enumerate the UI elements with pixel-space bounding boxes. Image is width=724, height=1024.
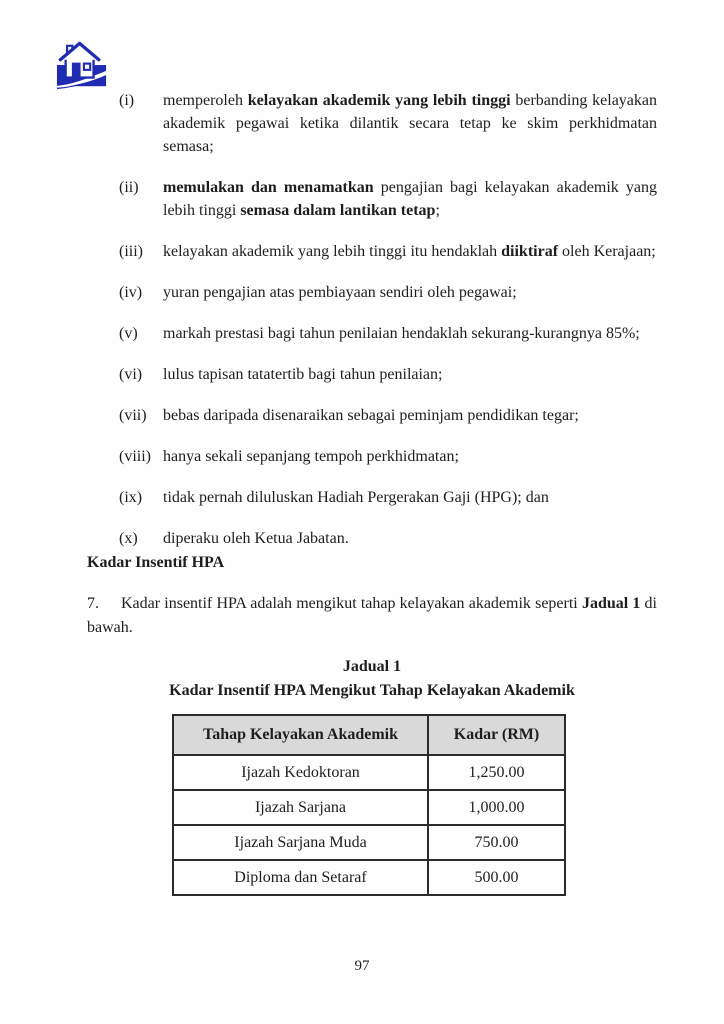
paragraph-number: 7. — [87, 595, 99, 612]
page-number: 97 — [354, 958, 370, 974]
table-cell-level: Ijazah Sarjana Muda — [173, 825, 428, 860]
table-header-rate: Kadar (RM) — [428, 715, 565, 755]
incentive-table — [172, 714, 566, 896]
table-cell-rate: 500.00 — [428, 860, 565, 895]
list-item — [119, 176, 657, 222]
list-item-marker: (v) — [119, 325, 138, 342]
bold-text: memulakan dan menamatkan — [163, 179, 374, 196]
list-item — [119, 240, 657, 263]
list-item-text — [163, 527, 657, 550]
list-item-text — [163, 176, 657, 222]
list-item — [119, 445, 657, 468]
list-item-marker: (ii) — [119, 179, 139, 196]
list-item — [119, 281, 657, 304]
list-item-text — [163, 363, 657, 386]
list-item — [119, 486, 657, 509]
list-item-text — [163, 445, 657, 468]
text-run: yuran pengajian atas pembiayaan sendiri oleh pegawai; — [163, 284, 517, 301]
paragraph-text — [87, 595, 657, 636]
bold-text: diiktiraf — [501, 243, 559, 260]
text-run: diperaku oleh Ketua Jabatan. — [163, 530, 349, 547]
list-item-marker: (iv) — [119, 284, 143, 301]
table-cell-level: Ijazah Sarjana — [173, 790, 428, 825]
table-row — [173, 755, 565, 790]
list-item-marker: (vii) — [119, 407, 147, 424]
text-run: lulus tapisan tatatertib bagi tahun penilaian; — [163, 366, 443, 383]
requirement-list — [119, 89, 657, 568]
list-item-text — [163, 89, 657, 158]
table-title-line2: Kadar Insentif HPA Mengikut Tahap Kelayakan Akademik — [169, 682, 575, 699]
list-item-text — [163, 404, 657, 427]
text-run: ; — [435, 202, 440, 219]
text-run: tidak pernah diluluskan Hadiah Pergerakan Gaji (HPG); dan — [163, 489, 549, 506]
list-item — [119, 363, 657, 386]
text-run: oleh Kerajaan; — [558, 243, 656, 260]
list-item-marker: (viii) — [119, 448, 151, 465]
table-row — [173, 790, 565, 825]
list-item-marker: (vi) — [119, 366, 143, 383]
list-item — [119, 404, 657, 427]
table-row — [173, 860, 565, 895]
table-title-line1: Jadual 1 — [342, 658, 402, 675]
text-run: kelayakan akademik yang lebih tinggi itu hendaklah — [163, 243, 502, 260]
list-item-text — [163, 322, 657, 345]
text-run: di bawah. — [87, 595, 658, 636]
house-logo-icon — [56, 41, 108, 91]
text-run: bebas daripada disenaraikan sebagai peminjam pendidikan tegar; — [163, 407, 579, 424]
list-item-marker: (iii) — [119, 243, 143, 260]
bold-text: kelayakan akademik yang lebih tinggi — [247, 92, 511, 109]
paragraph-7 — [87, 592, 657, 640]
table-row — [173, 825, 565, 860]
list-item-text — [163, 486, 657, 509]
text-run: hanya sekali sepanjang tempoh perkhidmatan; — [163, 448, 459, 465]
list-item-text — [163, 240, 657, 263]
table-cell-rate: 1,000.00 — [428, 790, 565, 825]
list-item-text — [163, 281, 657, 304]
list-item-marker: (x) — [119, 530, 138, 547]
text-run: berbanding kelayakan akademik pegawai ketika dilantik secara tetap ke skim perkhidmatan semasa; — [163, 92, 657, 155]
table-cell-level: Diploma dan Setaraf — [173, 860, 428, 895]
text-run: memperoleh — [163, 92, 248, 109]
list-item — [119, 527, 657, 550]
table-header-row — [173, 715, 565, 755]
table-cell-rate: 750.00 — [428, 825, 565, 860]
text-run: markah prestasi bagi tahun penilaian hendaklah sekurang-kurangnya 85%; — [163, 325, 640, 342]
table-title — [87, 655, 657, 703]
list-item — [119, 322, 657, 345]
text-run: pengajian bagi kelayakan akademik yang lebih tinggi — [163, 179, 657, 219]
list-item — [119, 89, 657, 158]
text-run: Kadar insentif HPA adalah mengikut tahap kelayakan akademik seperti — [121, 595, 582, 612]
table-cell-rate: 1,250.00 — [428, 755, 565, 790]
section-heading: Kadar Insentif HPA — [87, 554, 225, 571]
list-item-marker: (ix) — [119, 489, 143, 506]
table-cell-level: Ijazah Kedoktoran — [173, 755, 428, 790]
bold-text: semasa dalam lantikan tetap — [240, 202, 436, 219]
list-item-marker: (i) — [119, 92, 135, 109]
bold-text: Jadual 1 — [581, 595, 641, 612]
table-header-level: Tahap Kelayakan Akademik — [173, 715, 428, 755]
incentive-table-wrapper — [172, 714, 566, 896]
